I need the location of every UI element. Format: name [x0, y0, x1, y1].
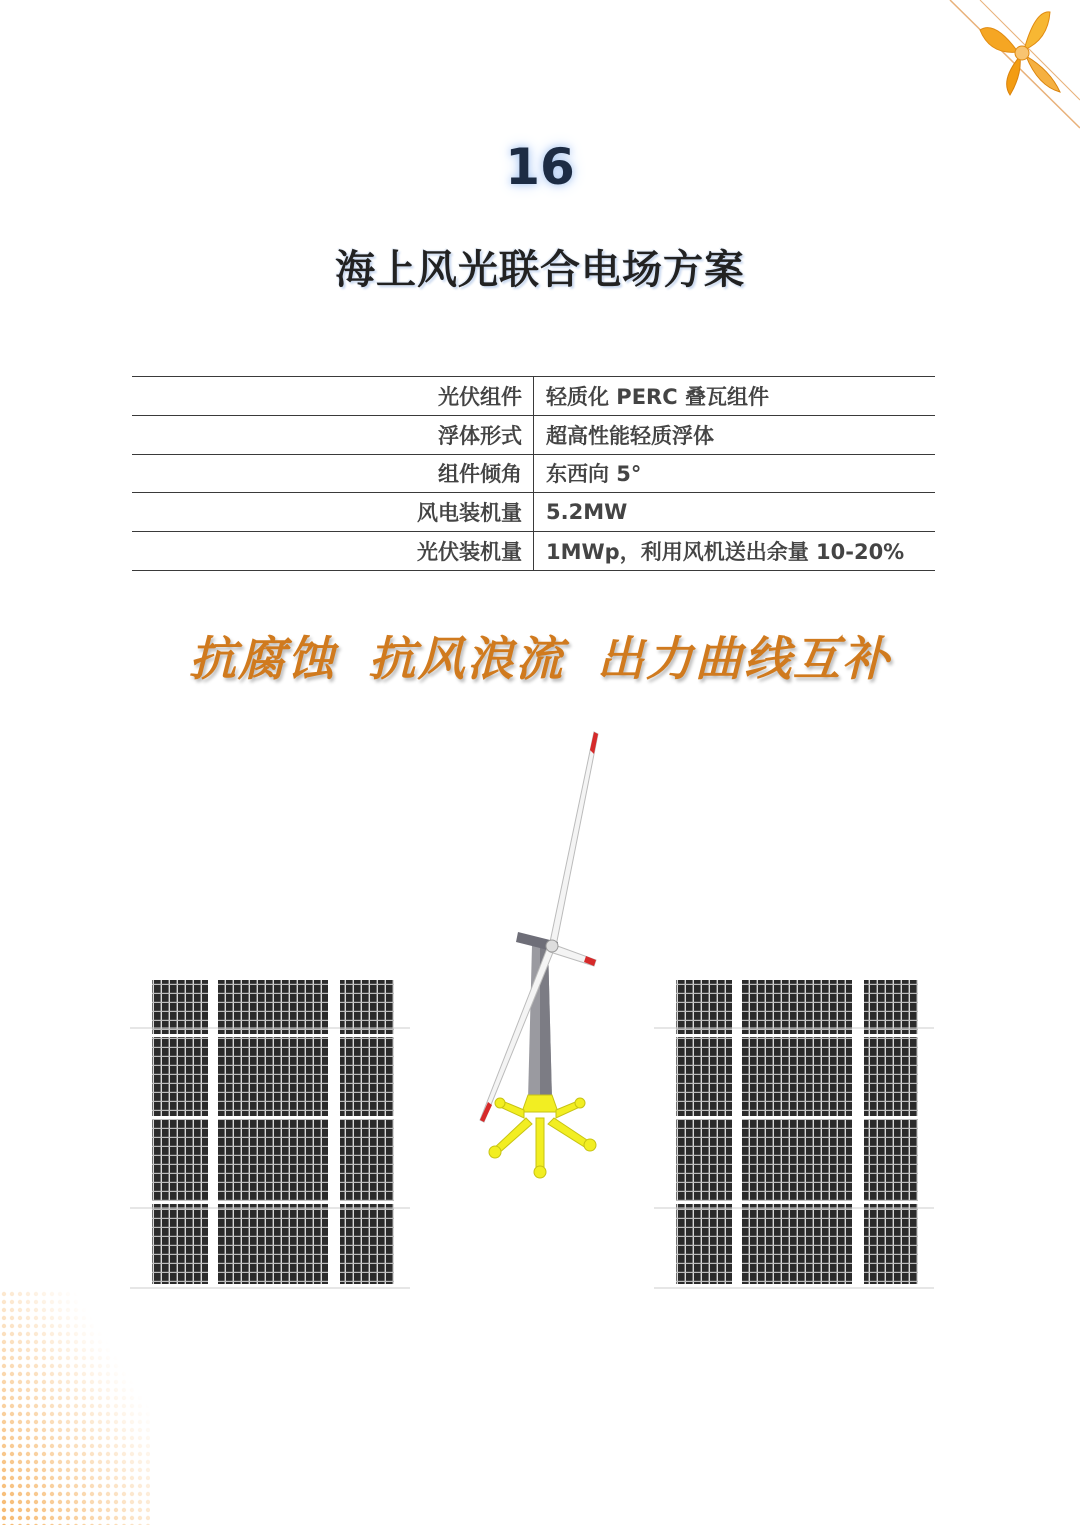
- page-number: 16: [505, 138, 575, 196]
- table-row: [132, 493, 935, 532]
- spec-label: 光伏组件: [132, 377, 534, 416]
- table-row: [132, 454, 935, 493]
- spec-label: 浮体形式: [132, 415, 534, 454]
- spec-label: 风电装机量: [132, 493, 534, 532]
- solar-panel-array-left-icon: [130, 976, 410, 1296]
- halftone-dots-decoration: [0, 1290, 150, 1525]
- spec-value: 5.2MW: [534, 493, 936, 532]
- floating-wind-turbine-icon: [440, 720, 640, 1190]
- table-row: [132, 532, 935, 571]
- table-row: [132, 377, 935, 416]
- spec-value: 东西向 5°: [534, 454, 936, 493]
- table-row: [132, 415, 935, 454]
- spec-label: 组件倾角: [132, 454, 534, 493]
- slogan: 抗腐蚀 抗风浪流 出力曲线互补: [189, 632, 891, 687]
- spec-value: 超高性能轻质浮体: [534, 415, 936, 454]
- solar-panel-array-right-icon: [654, 976, 934, 1296]
- spec-table: [132, 376, 935, 571]
- spec-value: 1MWp，利用风机送出余量 10-20%: [534, 532, 936, 571]
- page-title: 海上风光联合电场方案: [335, 247, 745, 293]
- spec-label: 光伏装机量: [132, 532, 534, 571]
- spec-value: 轻质化 PERC 叠瓦组件: [534, 377, 936, 416]
- ribbon-bow-decoration: [940, 0, 1080, 140]
